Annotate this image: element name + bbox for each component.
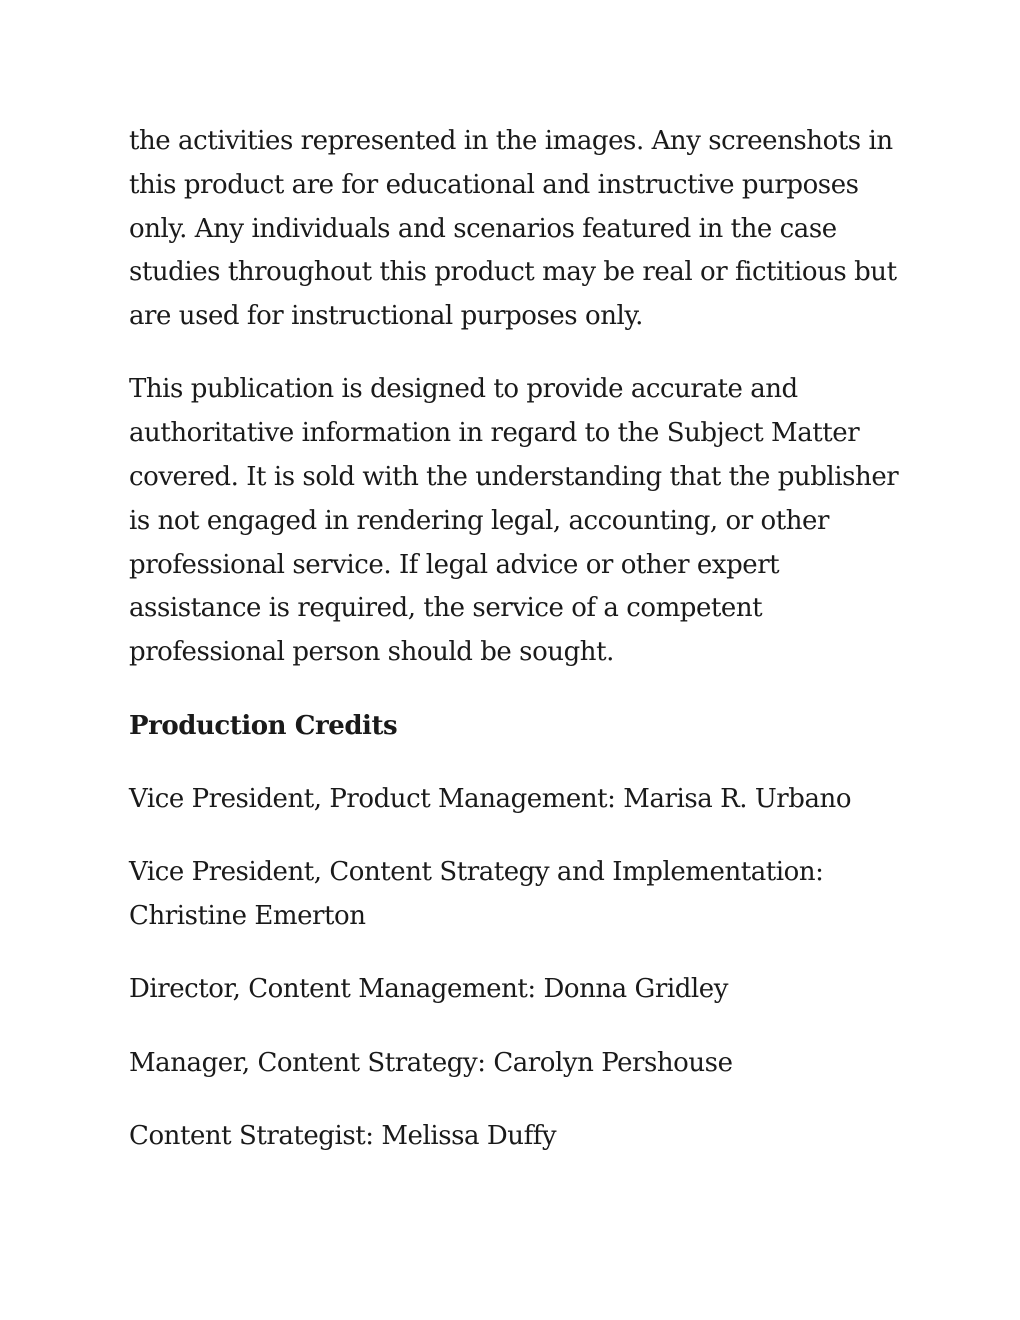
credit-line: Vice President, Product Management: Marisa R. Urbano [129,783,852,814]
credit-line: Director, Content Management: Donna Gridley [129,974,728,1005]
credit-line: Vice President, Content Strategy and Implementation: Christine Emerton [129,857,824,931]
credit-line: Manager, Content Strategy: Carolyn Pershouse [129,1047,733,1078]
document-page [129,120,899,1188]
disclaimer-paragraph: the activities represented in the images. Any screenshots in this product are for educational and instructive purposes only. Any individuals and scenarios featured in the case studies throughout this product may be real or fictitious but are used for instructional purposes only. [129,126,897,332]
publisher-notice-paragraph: This publication is designed to provide accurate and authoritative information in regard to the Subject Matter covered. It is sold with the understanding that the publisher is not engaged in rendering legal, accounting, or other professional service. If legal advice or other expert assistance is required, the service of a competent professional person should be sought. [129,374,899,668]
credits-heading: Production Credits [129,710,398,741]
credit-line: Content Strategist: Melissa Duffy [129,1120,557,1151]
